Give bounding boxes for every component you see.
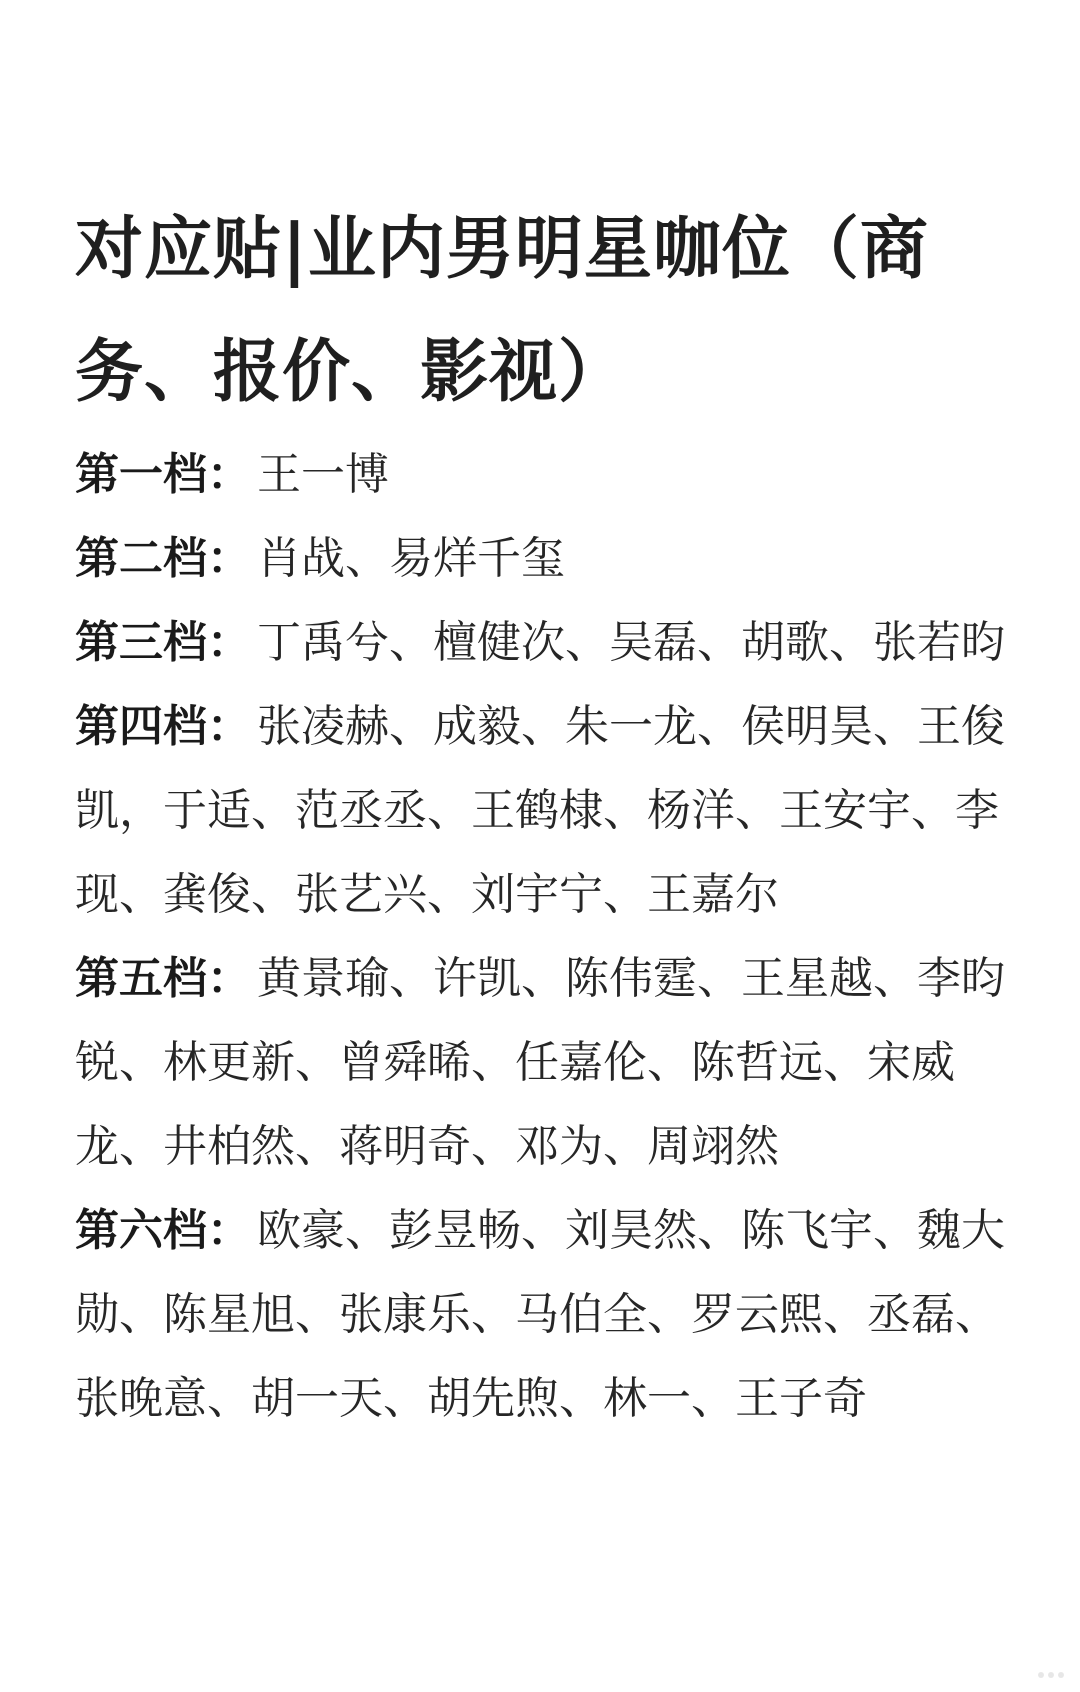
tier-names: 黄景瑜、许凯、陈伟霆、王星越、李昀锐、林更新、曾舜晞、任嘉伦、陈哲远、宋威龙、井柏然、蒋明奇、邓为、周翊然 xyxy=(75,953,1005,1172)
tier-label: 第一档 xyxy=(75,449,207,500)
tier-names: 欧豪、彭昱畅、刘昊然、陈飞宇、魏大勋、陈星旭、张康乐、马伯全、罗云熙、丞磊、张晚意、胡一天、胡先煦、林一、王子奇 xyxy=(75,1205,1005,1424)
tier-names: 丁禹兮、檀健次、吴磊、胡歌、张若昀 xyxy=(257,617,1005,668)
tier-list xyxy=(75,433,1035,1441)
tier-separator: ： xyxy=(207,533,251,584)
tier-separator: ： xyxy=(207,617,251,668)
tier-label: 第六档 xyxy=(75,1205,207,1256)
tier-names: 肖战、易烊千玺 xyxy=(257,533,565,584)
tier-separator: ： xyxy=(207,701,251,752)
tier-label: 第三档 xyxy=(75,617,207,668)
dot xyxy=(1048,1672,1054,1678)
dot xyxy=(1038,1672,1044,1678)
tier-label: 第四档 xyxy=(75,701,207,752)
watermark-dots-icon xyxy=(1038,1668,1064,1682)
tier-separator: ： xyxy=(207,953,251,1004)
tier-names: 张凌赫、成毅、朱一龙、侯明昊、王俊凯，于适、范丞丞、王鹤棣、杨洋、王安宇、李现、龚俊、张艺兴、刘宇宁、王嘉尔 xyxy=(75,701,1005,920)
tier-3 xyxy=(75,601,1035,685)
tier-4 xyxy=(75,685,1035,937)
tier-separator: ： xyxy=(207,449,251,500)
tier-2 xyxy=(75,517,1035,601)
tier-names: 王一博 xyxy=(257,449,389,500)
tier-5 xyxy=(75,937,1035,1189)
tier-label: 第五档 xyxy=(75,953,207,1004)
tier-label: 第二档 xyxy=(75,533,207,584)
tier-1 xyxy=(75,433,1035,517)
tier-separator: ： xyxy=(207,1205,251,1256)
dot xyxy=(1058,1672,1064,1678)
post-title: 对应贴|业内男明星咖位（商务、报价、影视） xyxy=(75,210,929,412)
tier-6 xyxy=(75,1189,1035,1441)
